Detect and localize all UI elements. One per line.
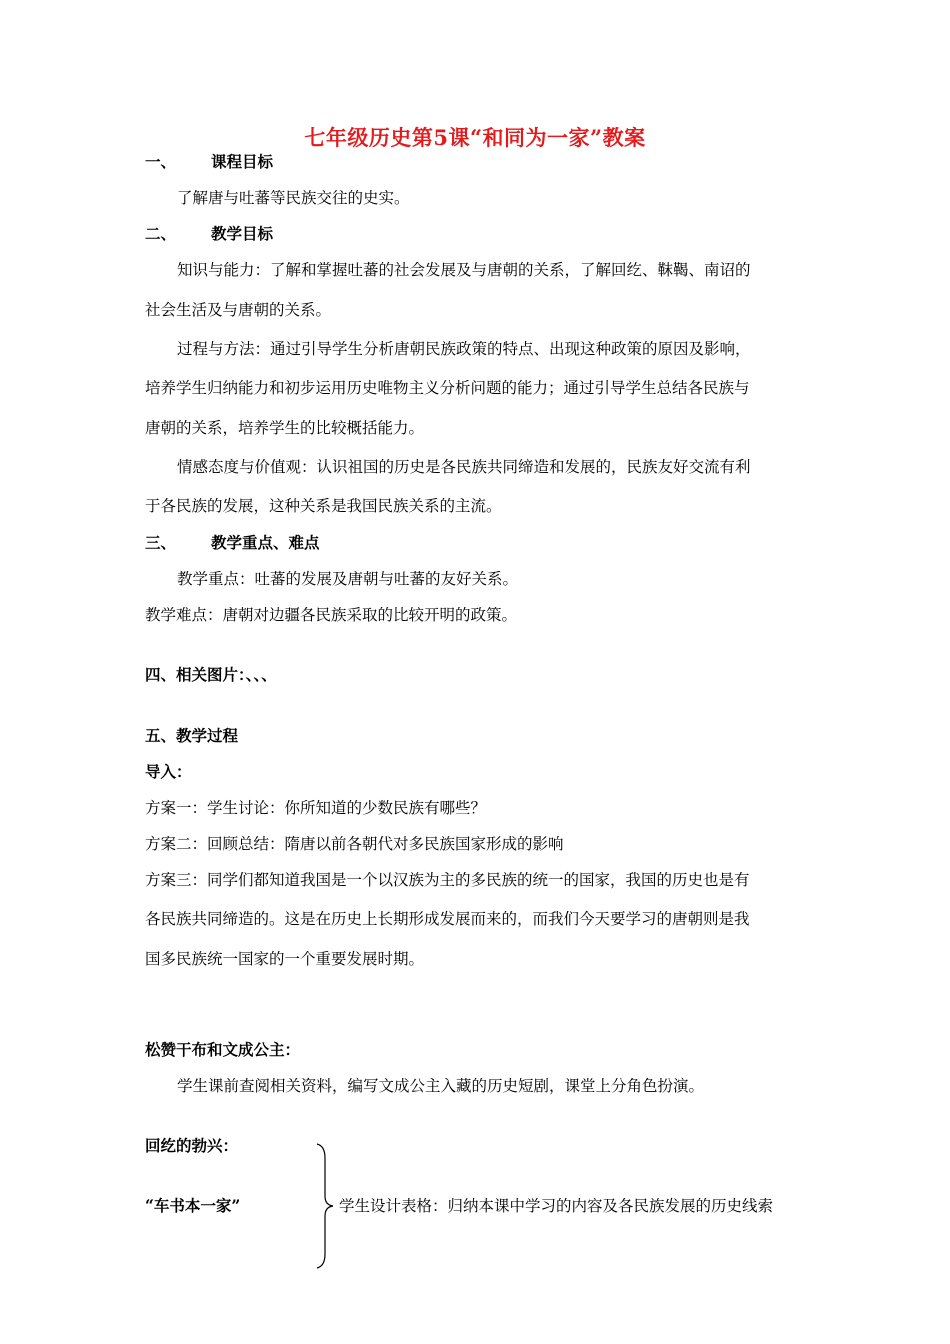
section-3-heading — [145, 532, 320, 554]
section-2-number: 二、 — [145, 224, 177, 243]
brace-description: 学生设计表格：归纳本课中学习的内容及各民族发展的历史线索 — [339, 1197, 774, 1215]
section-2-title: 教学目标 — [211, 224, 274, 243]
chesu-heading: “车书本一家” — [145, 1196, 241, 1215]
plan-1: 方案一：学生讨论：你所知道的少数民族有哪些？ — [145, 799, 487, 817]
process-method-line-1: 过程与方法：通过引导学生分析唐朝民族政策的特点、出现这种政策的原因及影响， — [177, 340, 751, 358]
process-method-line-3: 唐朝的关系，培养学生的比较概括能力。 — [145, 419, 425, 437]
section-4-heading: 四、相关图片：、、、 — [145, 665, 277, 684]
section-2-heading — [145, 223, 273, 245]
attitude-values-line-2: 于各民族的发展，这种关系是我国民族关系的主流。 — [145, 497, 502, 515]
knowledge-ability-line-1: 知识与能力：了解和掌握吐蕃的社会发展及与唐朝的关系，了解回纥、靺鞨、南诏的 — [177, 261, 751, 279]
section-1-paragraph: 了解唐与吐蕃等民族交往的史实。 — [177, 189, 410, 207]
plan-3-line-3: 国多民族统一国家的一个重要发展时期。 — [145, 950, 425, 968]
songzan-heading: 松赞干布和文成公主： — [145, 1040, 301, 1059]
section-1-title: 课程目标 — [211, 152, 274, 171]
intro-label: 导入： — [145, 762, 192, 781]
section-1-heading — [145, 151, 273, 173]
section-3-number: 三、 — [145, 533, 177, 552]
section-1-number: 一、 — [145, 152, 177, 171]
attitude-values-line-1: 情感态度与价值观：认识祖国的历史是各民族共同缔造和发展的，民族友好交流有利 — [177, 458, 751, 476]
plan-2: 方案二：回顾总结：隋唐以前各朝代对多民族国家形成的影响 — [145, 835, 564, 853]
plan-3-line-2: 各民族共同缔造的。这是在历史上长期形成发展而来的，而我们今天要学习的唐朝则是我 — [145, 910, 750, 928]
songzan-paragraph: 学生课前查阅相关资料，编写文成公主入藏的历史短剧，课堂上分角色扮演。 — [177, 1077, 705, 1095]
teaching-difficulty: 教学难点：唐朝对边疆各民族采取的比较开明的政策。 — [145, 606, 518, 624]
knowledge-ability-line-2: 社会生活及与唐朝的关系。 — [145, 301, 332, 319]
teaching-focus: 教学重点：吐蕃的发展及唐朝与吐蕃的友好关系。 — [177, 570, 519, 588]
section-3-title: 教学重点、难点 — [211, 533, 320, 552]
process-method-line-2: 培养学生归纳能力和初步运用历史唯物主义分析问题的能力；通过引导学生总结各民族与 — [145, 379, 750, 397]
plan-3-line-1: 方案三：同学们都知道我国是一个以汉族为主的多民族的统一的国家，我国的历史也是有 — [145, 871, 750, 889]
section-5-heading: 五、教学过程 — [145, 726, 239, 745]
huihe-heading: 回纥的勃兴： — [145, 1136, 239, 1155]
curly-brace-icon — [311, 1142, 341, 1270]
document-title: 七年级历史第5课“和同为一家”教案 — [304, 125, 646, 150]
